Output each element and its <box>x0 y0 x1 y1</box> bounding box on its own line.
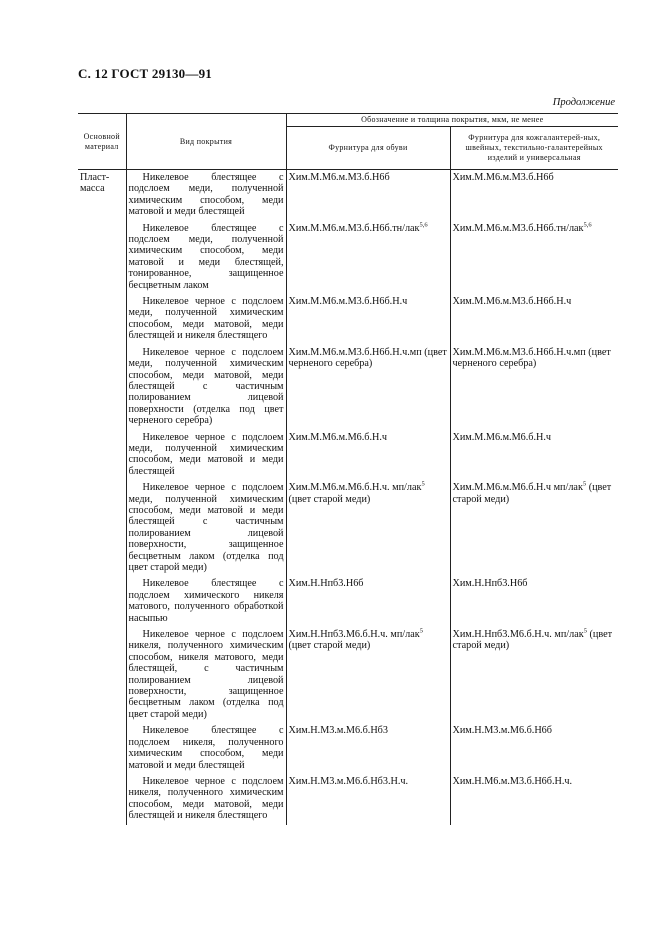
table-row <box>78 576 618 627</box>
footnote-ref: 5 <box>583 627 587 635</box>
header-shoe: Фурнитура для обуви <box>286 127 450 170</box>
coating-type-cell: Никелевое черное с подслоем меди, полученной химическим способом, меди матовой, меди блестящей с частичным полированием лицевой поверхности (отделка под цвет черненого серебра) <box>126 345 286 430</box>
coating-type-cell: Никелевое блестящее с подслоем меди, полученной химическим способом, меди матовой и меди блестящей <box>126 170 286 221</box>
header-material: Основной материал <box>78 114 126 170</box>
shoe-designation-cell <box>286 430 450 481</box>
table-row <box>78 774 618 825</box>
header-designation-group: Обозначение и толщина покрытия, мкм, не менее <box>286 114 618 127</box>
coating-type-cell: Никелевое черное с подслоем меди, полученной химическим способом, меди матовой, меди блестящей и никеля блестящего <box>126 294 286 345</box>
coating-type-cell: Никелевое черное с подслоем никеля, полученного химическим способом, никеля матового, меди блестящей, с частичным полированием лицевой поверхности, защищенное бесцветным лаком (отделка под цвет старой меди) <box>126 627 286 723</box>
coating-type-cell: Никелевое черное с подслоем меди, полученной химическим способом, меди матовой и меди блестящей <box>126 430 286 481</box>
shoe-designation-text: Хим.М.М6.м.М6.б.Н.ч <box>288 431 388 443</box>
leather-designation-cell <box>450 345 618 430</box>
leather-designation-text: Хим.М.М6.м.М3.б.Н6б.тн/лак <box>452 222 584 234</box>
coating-type-cell: Никелевое черное с подслоем меди, полученной химическим способом, меди матовой и меди блестящей с частичным полированием лицевой поверхности, защищенное бесцветным лаком (отделка под цвет старой меди) <box>126 480 286 576</box>
leather-designation-text: Хим.Н.Нпб3.Н6б <box>452 578 528 590</box>
shoe-designation-text: Хим.М.М6.м.М3.б.Н6б.Н.ч.мп (цвет черненого серебра) <box>288 346 447 370</box>
leather-designation-text: Хим.М.М6.м.М3.б.Н6б.Н.ч <box>452 296 572 308</box>
table-row <box>78 294 618 345</box>
footnote-ref: 5,6 <box>419 221 428 229</box>
shoe-designation-cell <box>286 294 450 345</box>
leather-designation-text: Хим.Н.М6.м.М3.б.Н6б.Н.ч. <box>452 775 573 787</box>
shoe-designation-text: Хим.Н.М3.м.М6.б.Нб3 <box>288 725 388 737</box>
leather-designation-cell <box>450 723 618 774</box>
leather-designation-cell <box>450 576 618 627</box>
leather-designation-note: (цвет старой меди) <box>452 629 613 652</box>
table-row <box>78 627 618 723</box>
leather-designation-text: Хим.Н.Нпб3.М6.б.Н.ч. мп/лак <box>452 629 584 641</box>
shoe-designation-text: Хим.М.М6.м.М3.б.Н6б.Н.ч <box>288 296 408 308</box>
footnote-ref: 5 <box>582 480 587 488</box>
header-coating-type: Вид покрытия <box>126 114 286 170</box>
footnote-ref: 5,6 <box>583 221 592 229</box>
shoe-designation-note: (цвет старой меди) <box>288 493 371 505</box>
table-row <box>78 723 618 774</box>
shoe-designation-text: Хим.Н.Нпб3.Н6б <box>288 578 364 590</box>
coating-type-cell: Никелевое блестящее с подслоем никеля, полученного химическим способом, меди матовой и меди блестящей <box>126 723 286 774</box>
leather-designation-text: Хим.М.М6.м.М3.б.Н6б.Н.ч.мп (цвет черненого серебра) <box>452 346 611 370</box>
coating-type-cell: Никелевое черное с подслоем никеля, полученного химическим способом, меди матовой, меди блестящей и никеля блестящего <box>126 774 286 825</box>
shoe-designation-cell <box>286 576 450 627</box>
coating-type-cell: Никелевое блестящее с подслоем меди, полученной химическим способом, меди матовой и меди блестящей, тонированное, защищенное бесцветным лаком <box>126 221 286 294</box>
footnote-ref: 5 <box>419 627 423 635</box>
shoe-designation-cell <box>286 627 450 723</box>
shoe-designation-cell <box>286 345 450 430</box>
material-cell: Пласт-масса <box>78 170 126 825</box>
table-row <box>78 430 618 481</box>
table-body <box>78 170 618 825</box>
table-row <box>78 221 618 294</box>
coating-type-cell: Никелевое блестящее с подслоем химического никеля матового, полученного обработкой насыпью <box>126 576 286 627</box>
leather-designation-cell <box>450 430 618 481</box>
table-row <box>78 480 618 576</box>
table-row <box>78 345 618 430</box>
continuation-label: Продолжение <box>552 97 615 108</box>
shoe-designation-text: Хим.Н.М3.м.М6.б.Нб3.Н.ч. <box>288 775 409 787</box>
shoe-designation-note: (цвет старой меди) <box>288 640 371 652</box>
shoe-designation-cell <box>286 170 450 221</box>
table-row <box>78 170 618 221</box>
leather-designation-note: (цвет старой меди) <box>452 482 612 505</box>
footnote-ref: 5 <box>421 480 425 488</box>
leather-designation-cell <box>450 774 618 825</box>
table-header <box>78 114 618 170</box>
shoe-designation-cell <box>286 480 450 576</box>
shoe-designation-cell <box>286 774 450 825</box>
shoe-designation-text: Хим.Н.Нпб3.М6.б.Н.ч. мп/лак <box>288 629 420 641</box>
leather-designation-text: Хим.Н.М3.м.М6.б.Н6б <box>452 725 552 737</box>
leather-designation-text: Хим.М.М6.м.М3.б.Н6б <box>452 172 554 183</box>
coating-table <box>78 113 618 825</box>
leather-designation-cell <box>450 627 618 723</box>
leather-designation-cell <box>450 294 618 345</box>
header-leather: Фурнитура для кожгалантерей-ных, швейных, текстильно-галантерейных изделий и универсальная <box>450 127 618 170</box>
leather-designation-cell <box>450 170 618 221</box>
page-header: С. 12 ГОСТ 29130—91 <box>78 66 212 81</box>
leather-designation-cell <box>450 480 618 576</box>
shoe-designation-text: Хим.М.М6.м.М3.б.Н6б.тн/лак <box>288 222 420 234</box>
leather-designation-text: Хим.М.М6.м.М6.б.Н.ч <box>452 431 552 443</box>
leather-designation-text: Хим.М.М6.м.М6.б.Н.ч мп/лак <box>452 482 583 494</box>
shoe-designation-cell <box>286 723 450 774</box>
shoe-designation-cell <box>286 221 450 294</box>
leather-designation-cell <box>450 221 618 294</box>
shoe-designation-text: Хим.М.М6.м.М3.б.Н6б <box>288 172 390 183</box>
shoe-designation-text: Хим.М.М6.м.М6.б.Н.ч. мп/лак <box>288 482 422 494</box>
